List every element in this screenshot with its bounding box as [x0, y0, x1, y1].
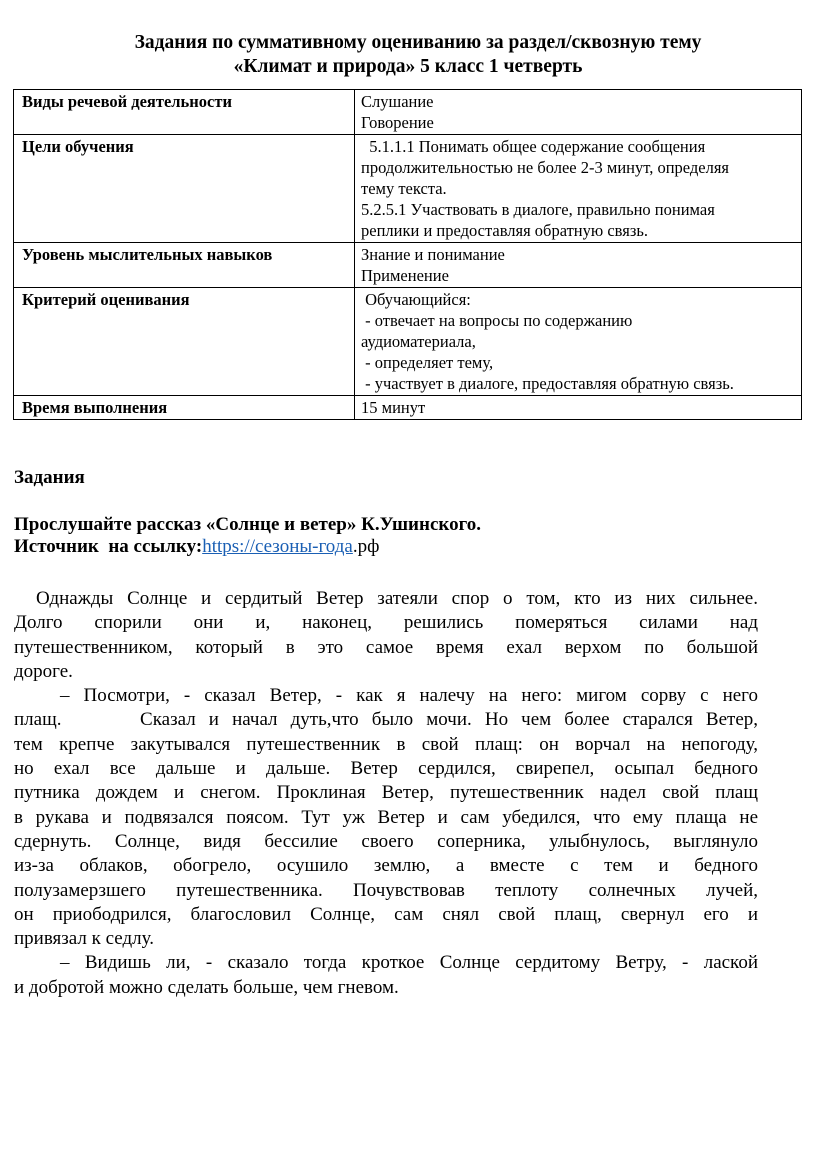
- row-label: Время выполнения: [14, 396, 355, 420]
- assessment-table: [13, 89, 802, 420]
- story-line: он приободрился, благословил Солнце, сам снял свой плащ, свернул его и: [14, 903, 758, 925]
- row-value: [355, 135, 802, 243]
- listen-heading: Прослушайте рассказ «Солнце и ветер» К.Ушинского.: [14, 514, 481, 535]
- value-line: аудиоматериала,: [361, 332, 476, 351]
- story-line: тем крепче закутывался путешественник в свой плащ: он ворчал на непогоду,: [14, 733, 758, 755]
- row-value: [355, 243, 802, 288]
- row-value: [355, 396, 802, 420]
- row-label: Уровень мыслительных навыков: [14, 243, 355, 288]
- source-label: Источник на ссылку:: [14, 536, 203, 557]
- story-line: путника дождем и снегом. Проклиная Ветер, путешественник надел свой плащ: [14, 782, 758, 804]
- source-line: [14, 535, 379, 559]
- value-line: тему текста.: [361, 179, 447, 198]
- value-line: Применение: [361, 266, 449, 285]
- value-line: 5.2.5.1 Участвовать в диалоге, правильно понимая: [361, 200, 715, 219]
- page-title-line-2: «Климат и природа» 5 класс 1 четверть: [233, 56, 583, 77]
- story-line: – Посмотри, - сказал Ветер, - как я налечу на него: мигом сорву с него: [60, 685, 758, 707]
- value-line: реплики и предоставляя обратную связь.: [361, 221, 648, 240]
- row-value: [355, 90, 802, 135]
- tasks-heading: Задания: [14, 467, 85, 488]
- story-line: но ехал все дальше и дальше. Ветер сердился, свирепел, осыпал бедного: [14, 758, 758, 780]
- row-value: [355, 288, 802, 396]
- story-line: дороге.: [14, 660, 73, 682]
- value-line: 5.1.1.1 Понимать общее содержание сообщения: [361, 137, 706, 156]
- story-line: путешественником, который в это самое время ехал верхом по большой: [14, 636, 758, 658]
- value-line: Знание и понимание: [361, 245, 505, 264]
- value-line: Обучающийся:: [361, 290, 471, 309]
- value-line: Слушание: [361, 92, 434, 111]
- table-row: [14, 288, 802, 396]
- story-line: сдернуть. Солнце, видя бессилие своего соперника, улыбнулось, выглянуло: [14, 830, 758, 852]
- story-line: и добротой можно сделать больше, чем гневом.: [14, 976, 399, 998]
- story-line: в рукава и подвязался поясом. Тут уж Ветер и сам убедился, что ему плаща не: [14, 806, 758, 828]
- table-row: [14, 135, 802, 243]
- value-line: - отвечает на вопросы по содержанию: [361, 311, 633, 330]
- story-line: привязал к седлу.: [14, 928, 154, 950]
- row-label: Цели обучения: [14, 135, 355, 243]
- value-line: Говорение: [361, 113, 434, 132]
- source-suffix: .рф: [352, 536, 380, 557]
- row-label: Критерий оценивания: [14, 288, 355, 396]
- story-line: – Видишь ли, - сказало тогда кроткое Солнце сердитому Ветру, - лаской: [60, 952, 758, 974]
- value-line: 15 минут: [361, 398, 426, 417]
- story-text: [14, 587, 758, 1000]
- table-row: [14, 396, 802, 420]
- value-line: продолжительностью не более 2-3 минут, определяя: [361, 158, 730, 177]
- value-line: - участвует в диалоге, предоставляя обратную связь.: [361, 374, 734, 393]
- story-line: плащ. Сказал и начал дуть,что было мочи. Но чем более старался Ветер,: [14, 709, 758, 731]
- story-line: Долго спорили они и, наконец, решились померяться силами над: [14, 612, 758, 634]
- story-line: полузамерзшего путешественника. Почувствовав теплоту солнечных лучей,: [14, 879, 758, 901]
- table-row: [14, 90, 802, 135]
- page-title-line-1: Задания по суммативному оцениванию за раздел/сквозную тему: [134, 32, 702, 53]
- source-link[interactable]: https://сезоны-года: [202, 536, 353, 557]
- story-line: из-за облаков, обогрело, осушило землю, а вместе с тем и бедного: [14, 855, 758, 877]
- row-label: Виды речевой деятельности: [14, 90, 355, 135]
- value-line: - определяет тему,: [361, 353, 494, 372]
- story-line: Однажды Солнце и сердитый Ветер затеяли спор о том, кто из них сильнее.: [36, 588, 758, 609]
- table-row: [14, 243, 802, 288]
